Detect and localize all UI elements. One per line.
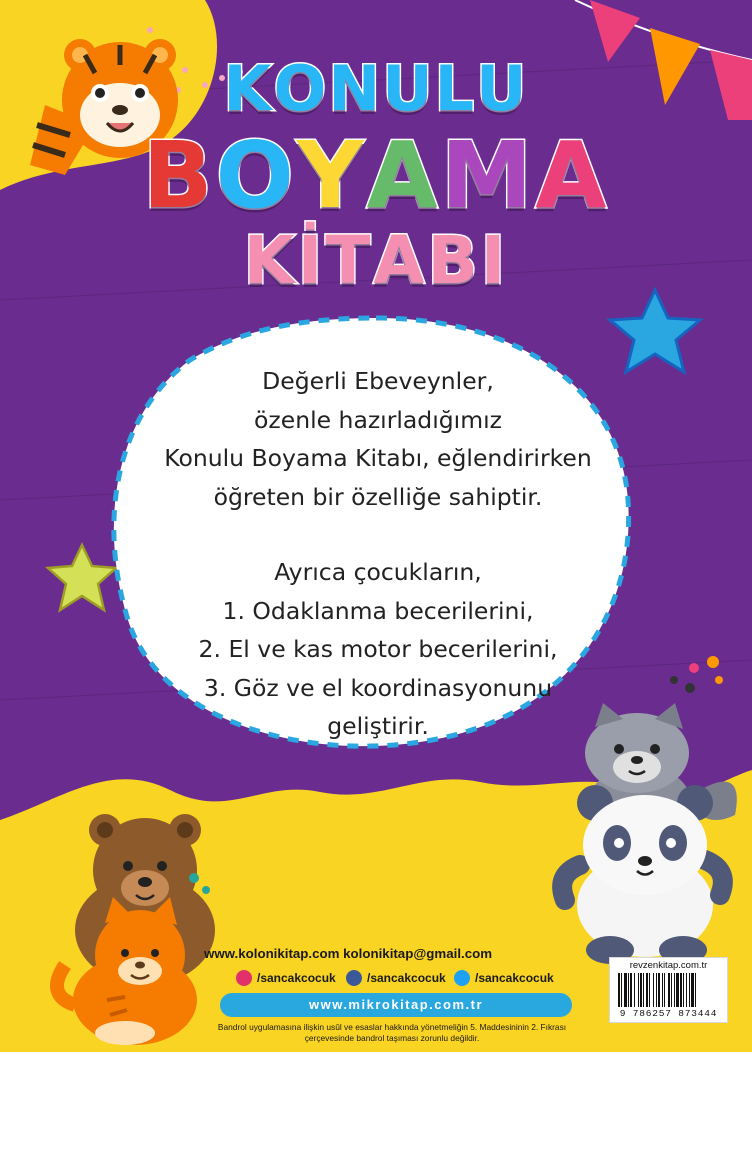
- title-letter: K: [243, 222, 298, 299]
- barcode-bar: [646, 973, 648, 1007]
- barcode-bar: [618, 973, 620, 1007]
- message-line: 2. El ve kas motor becerilerini,: [198, 635, 558, 663]
- barcode-bar: [683, 973, 684, 1007]
- title-line-konulu: [0, 52, 752, 125]
- barcode-bar: [664, 973, 665, 1007]
- social-facebook[interactable]: [346, 968, 446, 988]
- title-letter: I: [480, 222, 509, 299]
- barcode-bar: [676, 973, 679, 1007]
- title-letter: A: [535, 122, 610, 229]
- facebook-icon: [346, 970, 362, 986]
- website-email-line[interactable]: www.kolonikitap.com kolonikitap@gmail.com: [204, 946, 493, 961]
- social-handle: /sancakcocuk: [367, 971, 446, 985]
- title-letter: B: [142, 122, 216, 229]
- barcode-bar: [671, 973, 672, 1007]
- title-letter: İ: [297, 222, 326, 299]
- instagram-icon: [236, 970, 252, 986]
- parent-message: [128, 362, 628, 746]
- barcode-bar: [640, 973, 642, 1007]
- title-letter: A: [366, 122, 441, 229]
- barcode-bar: [630, 973, 632, 1007]
- barcode-bar: [691, 973, 694, 1007]
- barcode-bar: [621, 973, 622, 1007]
- message-line: Değerli Ebeveynler,: [262, 367, 494, 395]
- social-handle: /sancakcocuk: [475, 971, 554, 985]
- title-letter: O: [215, 122, 297, 229]
- message-line: Ayrıca çocukların,: [274, 558, 482, 586]
- barcode-bar: [643, 973, 644, 1007]
- barcode-bar: [649, 973, 650, 1007]
- title-letter: T: [325, 222, 374, 299]
- title-letter: L: [434, 52, 477, 125]
- title-letter: B: [427, 222, 481, 299]
- website-pill[interactable]: www.mikrokitap.com.tr: [220, 993, 572, 1017]
- barcode-bar: [653, 973, 654, 1007]
- title-line-kitabi: [0, 222, 752, 299]
- barcode-bar: [689, 973, 690, 1007]
- barcode-bar: [695, 973, 696, 1007]
- barcode-bar: [662, 973, 663, 1007]
- message-line: öğreten bir özelliğe sahiptir.: [213, 482, 543, 511]
- message-line: geliştirir.: [327, 712, 429, 740]
- social-instagram[interactable]: [236, 968, 336, 988]
- isbn-number: 9 786257 873444: [619, 1008, 718, 1019]
- title-letter: U: [476, 52, 529, 125]
- legal-notice: Bandrol uygulamasına ilişkin usûl ve esaslar hakkında yönetmeliğin 5. Maddesininin 2. Fıkrası çerçevesinde bandrol taşıması zorunlu değildir.: [217, 1022, 567, 1043]
- message-line: 1. Odaklanma becerilerini,: [222, 596, 534, 625]
- twitter-icon: [454, 970, 470, 986]
- barcode-bar: [628, 973, 629, 1007]
- social-handle: /sancakcocuk: [257, 971, 336, 985]
- barcode-bars: [618, 973, 719, 1007]
- title-letter: U: [382, 52, 435, 125]
- title-line-boyama: [0, 122, 752, 229]
- title-letter: N: [328, 52, 383, 125]
- barcode: [609, 957, 728, 1023]
- message-line: Konulu Boyama Kitabı, eğlendirirken: [164, 444, 592, 472]
- barcode-bar: [624, 973, 627, 1007]
- barcode-bar: [668, 973, 670, 1007]
- barcode-bar: [634, 973, 635, 1007]
- title-letter: M: [440, 122, 536, 229]
- barcode-bar: [680, 973, 682, 1007]
- barcode-bar: [658, 973, 660, 1007]
- social-twitter[interactable]: [454, 968, 554, 988]
- title-letter: Y: [296, 122, 367, 229]
- title-letter: O: [273, 52, 329, 125]
- paragraph-gap: [128, 516, 628, 553]
- title-letter: K: [223, 52, 274, 125]
- message-line: özenle hazırladığımız: [254, 405, 502, 434]
- barcode-bar: [638, 973, 639, 1007]
- barcode-bar: [686, 973, 687, 1007]
- barcode-bar: [674, 973, 675, 1007]
- title-letter: A: [373, 222, 428, 299]
- barcode-bar: [656, 973, 657, 1007]
- barcode-site-text: revzenkitap.com.tr: [629, 960, 708, 971]
- message-line: 3. Göz ve el koordinasyonunu: [203, 673, 553, 702]
